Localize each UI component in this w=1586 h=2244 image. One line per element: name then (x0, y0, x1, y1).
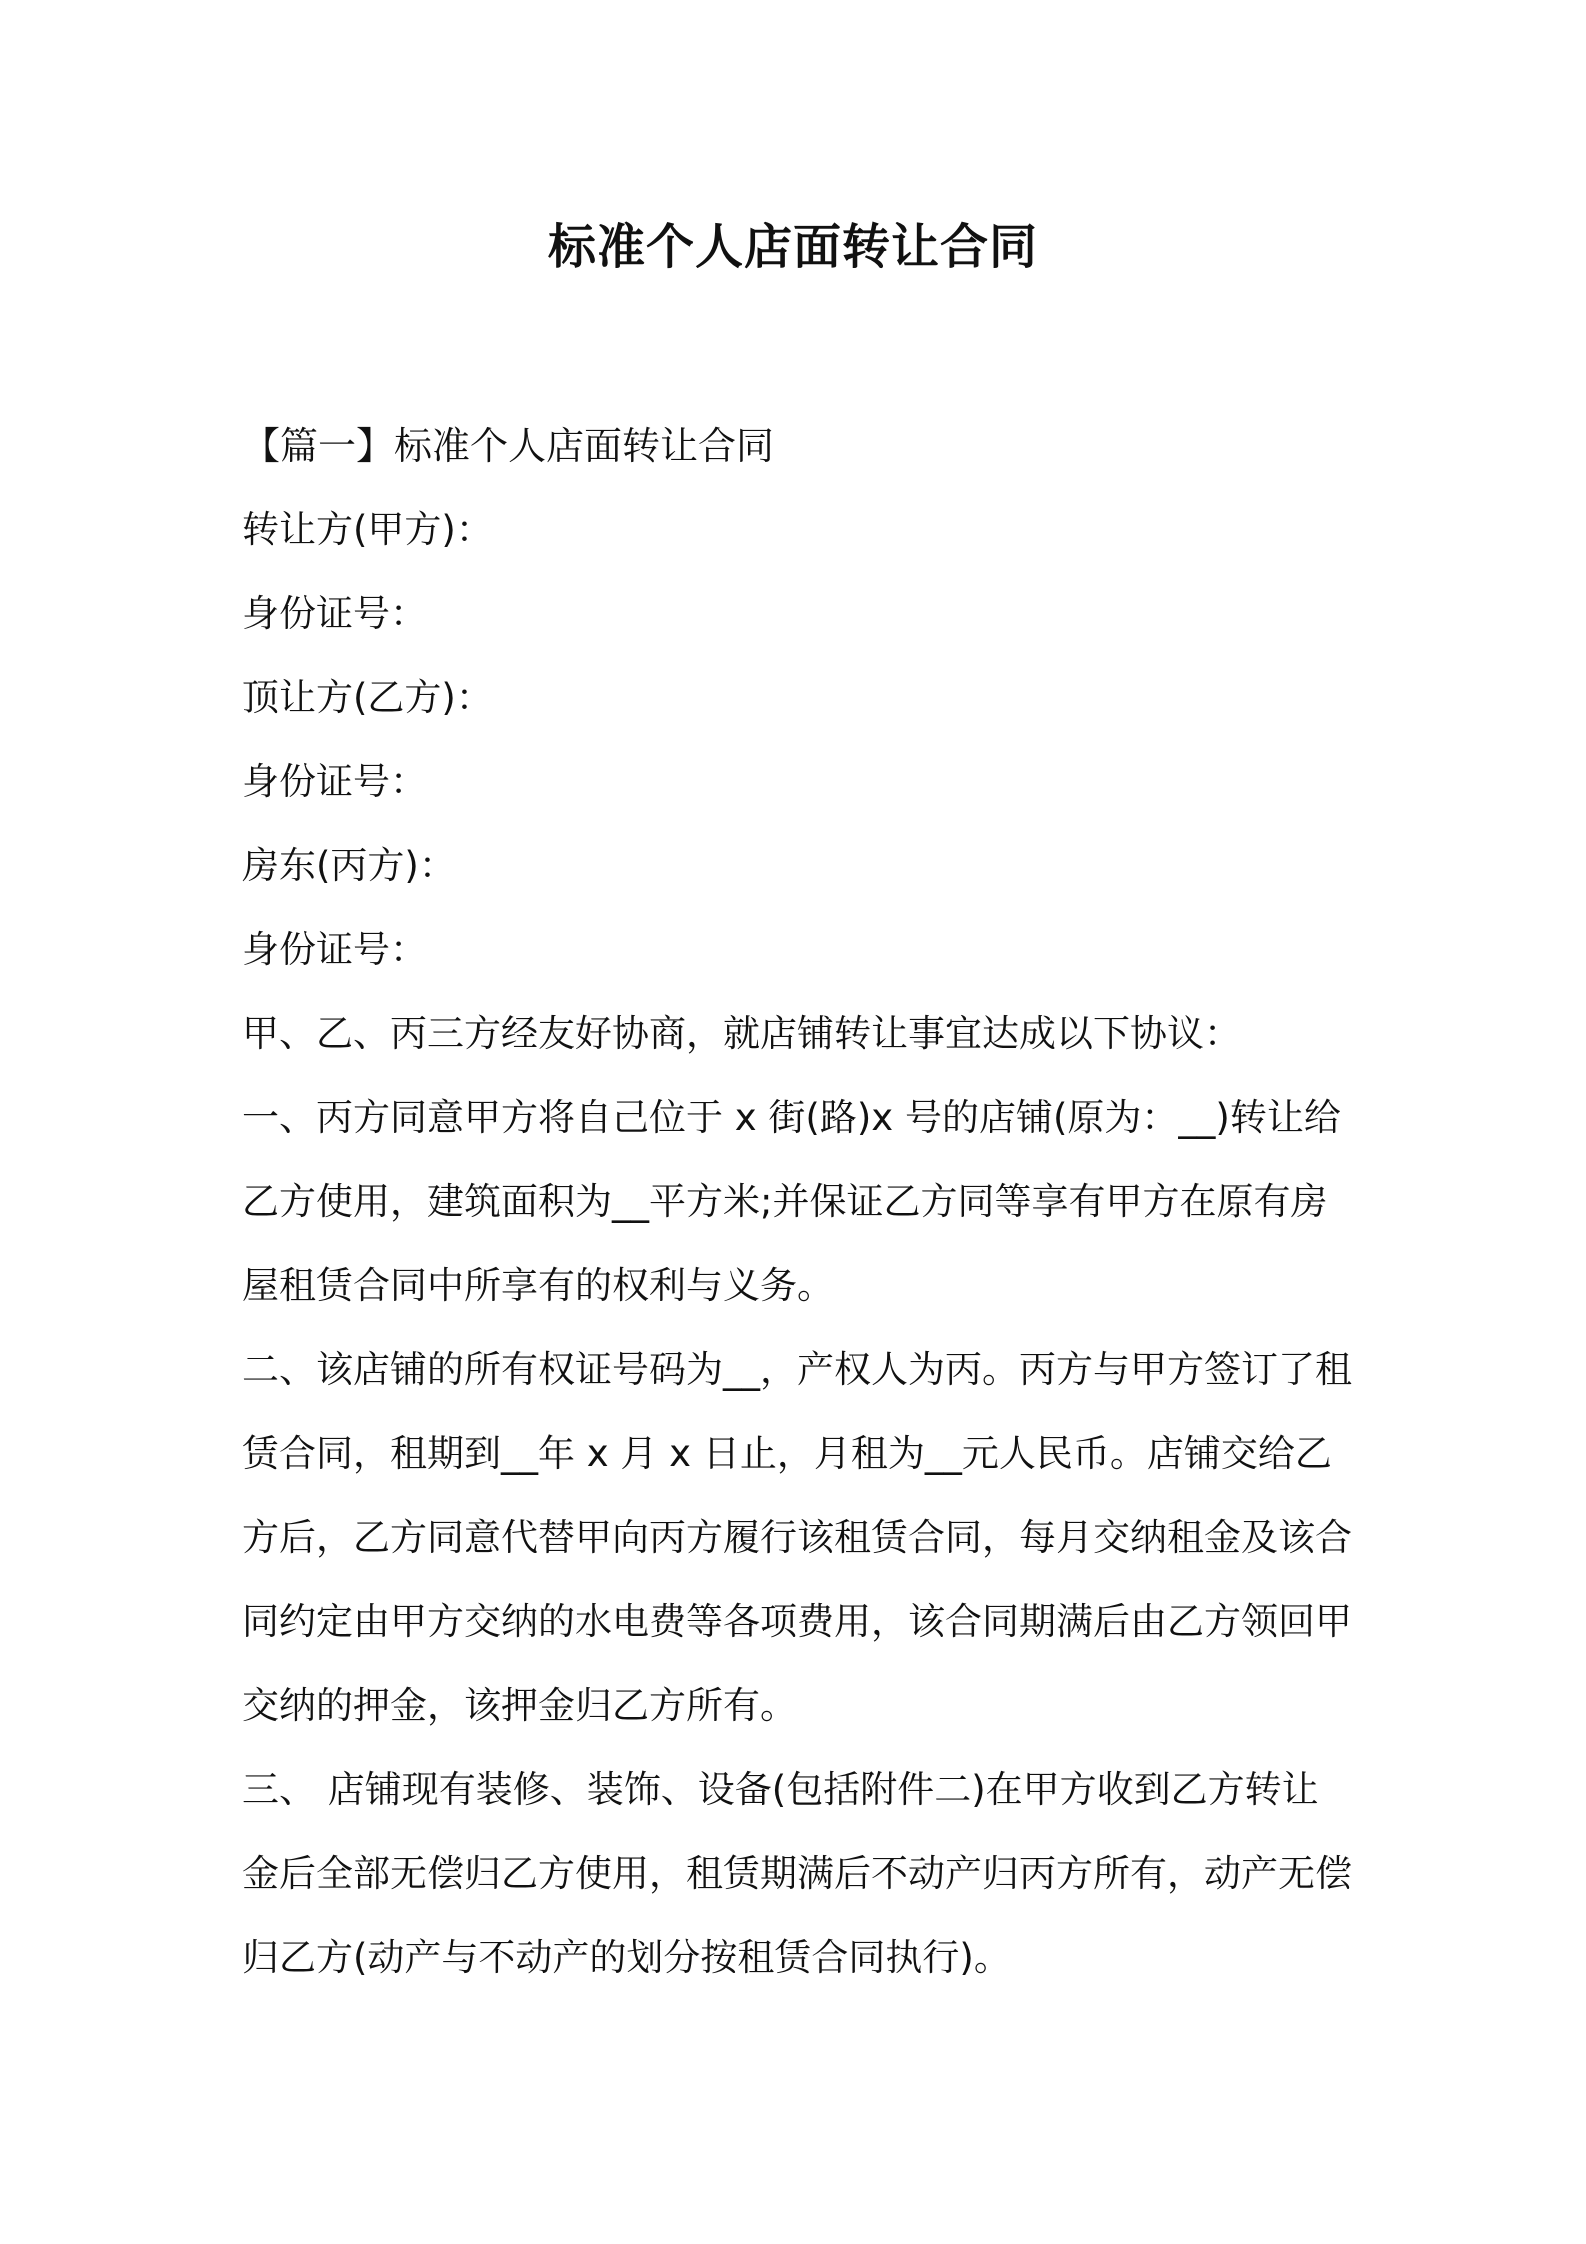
clause-1-line: 乙方使用，建筑面积为__平方米;并保证乙方同等享有甲方在原有房 (242, 1180, 1328, 1223)
clause-3-line: 金后全部无偿归乙方使用，租赁期满后不动产归丙方所有，动产无偿 (242, 1852, 1352, 1895)
field-landlord-id: 身份证号： (242, 928, 427, 971)
clause-1-line: 屋租赁合同中所享有的权利与义务。 (242, 1264, 834, 1307)
clause-2-line: 方后，乙方同意代替甲向丙方履行该租赁合同，每月交纳租金及该合 (242, 1516, 1352, 1559)
agreement-intro: 甲、乙、丙三方经友好协商，就店铺转让事宜达成以下协议： (242, 1012, 1241, 1055)
field-transferee-id: 身份证号： (242, 760, 427, 803)
clause-2-line: 二、该店铺的所有权证号码为__，产权人为丙。丙方与甲方签订了租 (242, 1348, 1352, 1391)
field-transferee: 顶让方(乙方)： (242, 676, 493, 719)
clause-1-line: 一、丙方同意甲方将自己位于 x 街(路)x 号的店铺(原为：__)转让给 (242, 1096, 1341, 1139)
clause-2-line: 同约定由甲方交纳的水电费等各项费用，该合同期满后由乙方领回甲 (242, 1600, 1352, 1643)
clause-2-line: 交纳的押金，该押金归乙方所有。 (242, 1684, 797, 1727)
section-heading: 【篇一】标准个人店面转让合同 (242, 424, 775, 468)
clause-2-line: 赁合同，租期到__年 x 月 x 日止，月租为__元人民币。店铺交给乙 (242, 1432, 1332, 1475)
clause-3-line: 三、 店铺现有装修、装饰、设备(包括附件二)在甲方收到乙方转让 (242, 1768, 1319, 1811)
field-transferor: 转让方(甲方)： (242, 508, 493, 551)
field-landlord: 房东(丙方)： (242, 844, 456, 887)
clause-3-line: 归乙方(动产与不动产的划分按租赁合同执行)。 (242, 1936, 1011, 1979)
field-transferor-id: 身份证号： (242, 592, 427, 635)
document-title: 标准个人店面转让合同 (547, 219, 1038, 275)
document-body (242, 404, 1362, 2000)
